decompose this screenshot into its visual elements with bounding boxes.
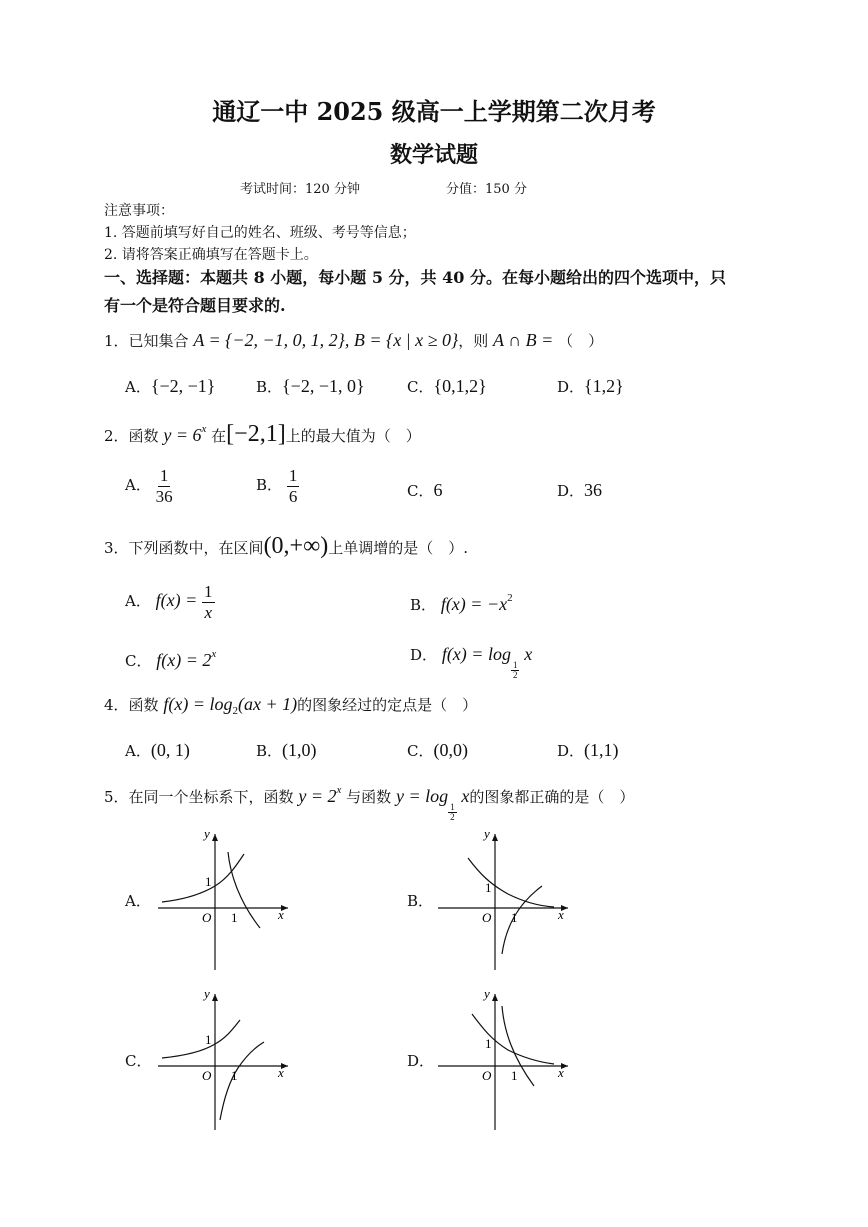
q3-text-2: 上单调增的是（ ）. [328,539,468,557]
q1-option-d-value: {1,2} [584,376,624,396]
exam-score: 分值：150 分 [446,182,527,197]
q2-exponent: x [201,423,207,435]
q2-option-d: D．36 [557,480,603,500]
section-heading-line2: 有一个是符合题目要求的. [104,296,286,315]
q2-text: 函数 [128,427,159,445]
q1-blank: （ ） [558,332,604,350]
q1-sets: A = {−2, −1, 0, 1, 2}, B = {x | x ≥ 0} [193,330,459,350]
x-tick-one: 1 [511,1068,518,1083]
q4-number: 4． [104,696,129,714]
q5-option-d-label: D． [407,1052,435,1070]
q2-option-b-fraction: $\frac{1}{6}$ [288,466,298,506]
q5-graph-b [430,826,580,976]
q2-text-2: 在 [211,427,227,445]
q1-option-a-value: {−2, −1} [150,376,216,396]
q3-text: 下列函数中，在区间 [128,539,264,557]
question-1 [104,330,603,351]
origin-label: O [202,910,212,925]
y-axis-label: y [204,986,210,1001]
y-tick-one: 1 [485,880,492,895]
q1-option-c-value: {0,1,2} [433,376,487,396]
q1-expression: A ∩ B = [493,330,554,350]
origin-label: O [482,910,492,925]
q1-option-c: C．{0,1,2} [407,376,487,396]
y-tick-one: 1 [485,1036,492,1051]
q4-text: 函数 [128,696,159,714]
section-heading-line1: 一、选择题：本题共 8 小题，每小题 5 分，共 40 分。在每小题给出的四个选项中，只 [104,268,726,287]
q3-number: 3． [104,539,129,557]
q5-option-a-label: A． [125,892,151,910]
q3-option-b: B． $f(x) = -x^2$ [410,592,513,614]
q5-option-c-label: C． [125,1052,152,1070]
q4-option-d: D．(1,1) [557,740,619,760]
q5-text: 在同一个坐标系下，函数 [128,788,294,806]
q1-option-a: A．{−2, −1} [125,376,216,396]
q5-graph-a [150,826,300,976]
exam-subtitle: 数学试题 [389,142,478,168]
log-curve [220,1042,264,1120]
exam-title: 通辽一中 2025 级高一上学期第二次月考 [212,97,656,126]
q2-option-b: B． $\frac{1}{6}$ [256,466,298,506]
q2-option-c: C．6 [407,480,443,500]
q1-text: 已知集合 [128,332,189,350]
exam-time: 考试时间：120 分钟 [240,182,360,197]
x-tick-one: 1 [231,1068,238,1083]
origin-label: O [482,1068,492,1083]
question-4: 4．函数 $f(x) = \log_2(ax + 1)$的图象经过的定点是（ ） [104,694,478,717]
q2-interval: [−2,1] [226,421,286,447]
q5-graph-c [150,986,300,1136]
q4-option-b: B．(1,0) [256,740,317,760]
increasing-curve [502,886,542,954]
note-item-2: 2. 请将答案正确填写在答题卡上。 [104,247,318,263]
q3-option-a-fraction: $\frac{1}{x}$ [204,582,213,622]
question-5: 5．在同一个坐标系下，函数 $y = 2^x$ 与函数 y = log $\frac{1}{2}$ x的图象都正确的是（ ） [104,784,635,823]
y-axis-label: y [484,826,490,841]
q3-interval: (0,+∞) [263,533,329,559]
q4-option-a: A．(0, 1) [125,740,190,760]
question-3 [104,534,468,558]
x-tick-one: 1 [511,910,518,925]
q3-option-c: C． $f(x) = 2^x$ [125,648,217,670]
q4-text-2: 的图象经过的定点是（ ） [297,696,478,714]
q4-function: f(x) = log [163,694,233,714]
q5-number: 5． [104,788,129,806]
q5-graph-d [430,986,580,1136]
q5-text-2: 与函数 [346,788,392,806]
y-axis-label: y [484,986,490,1001]
x-axis-label: x [558,907,564,922]
x-axis-label: x [278,907,284,922]
q2-function: y = 6 [163,425,202,445]
q1-text-2: ，则 [458,332,489,350]
q2-number: 2． [104,427,129,445]
origin-label: O [202,1068,212,1083]
q2-option-a: A． $\frac{1}{36}$ [125,466,173,506]
q1-number: 1． [104,332,129,350]
y-axis-label: y [204,826,210,841]
q2-text-3: 上的最大值为（ ） [285,427,421,445]
q5-function-1: y = 2 [298,786,337,806]
q1-option-d: D．{1,2} [557,376,624,396]
exp-curve [162,854,244,902]
x-axis-label: x [278,1065,284,1080]
q5-log-base: $\frac{1}{2}$ [450,802,455,823]
note-item-1: 1. 答题前填写好自己的姓名、班级、考号等信息； [104,225,416,241]
q5-option-b-label: B． [407,892,434,910]
q3-option-d-base: $\frac{1}{2}$ [512,660,518,681]
q2-option-a-fraction: $\frac{1}{36}$ [155,466,173,506]
q3-option-a: A． f(x) = $\frac{1}{x}$ [125,582,213,622]
q5-function-2: y = log [395,786,449,806]
y-tick-one: 1 [205,874,212,889]
q1-option-b: B．{−2, −1, 0} [256,376,365,396]
q4-option-c: C．(0,0) [407,740,468,760]
y-tick-one: 1 [205,1032,212,1047]
exp-curve [162,1020,240,1058]
q3-option-d: D． f(x) = log $\frac{1}{2}$ x [410,644,533,681]
x-tick-one: 1 [231,910,238,925]
decreasing-curve [468,858,554,907]
notes-heading: 注意事项： [104,203,174,219]
x-axis-label: x [558,1065,564,1080]
question-2 [104,422,421,446]
q1-option-b-value: {−2, −1, 0} [282,376,365,396]
q5-text-3: 的图象都正确的是（ ） [469,788,635,806]
steep-curve [502,1006,534,1086]
